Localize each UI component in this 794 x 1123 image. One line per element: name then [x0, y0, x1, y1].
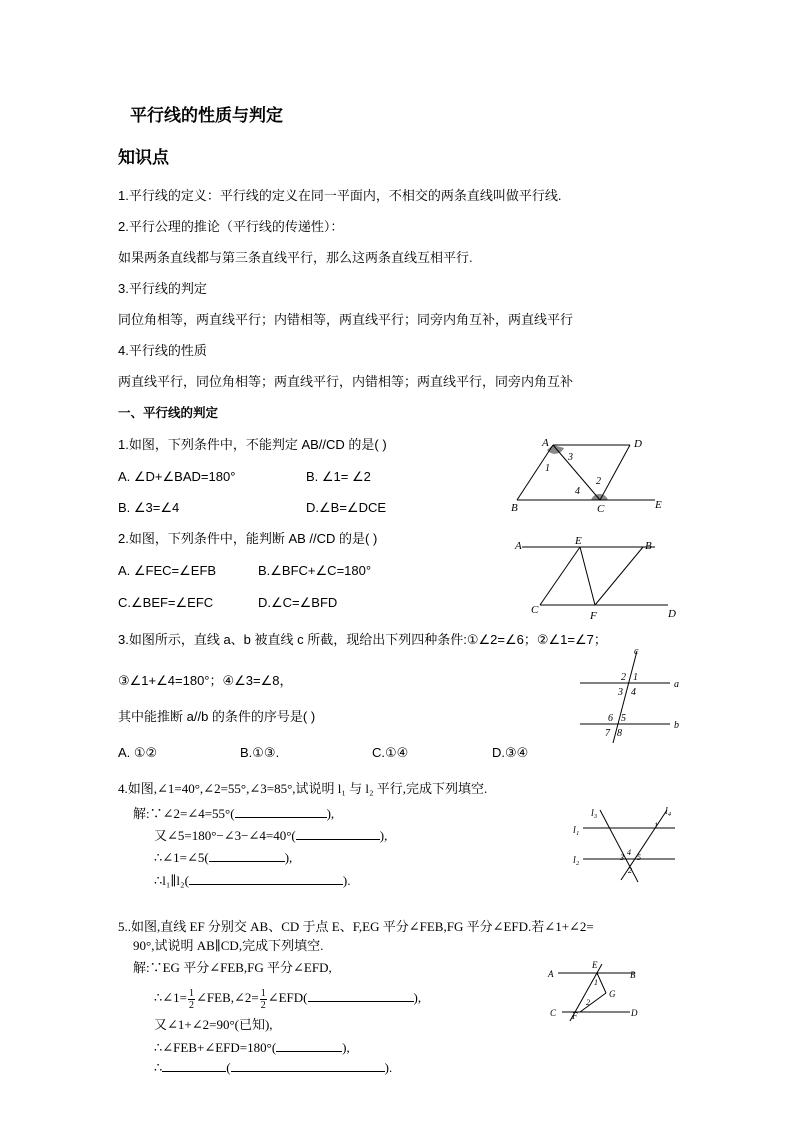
q1-option-a: A. ∠D+∠BAD=180°	[118, 469, 236, 484]
q5-fig-label-c: C	[550, 1008, 557, 1018]
q5-blank-4[interactable]	[231, 1059, 385, 1072]
q5-blank-1[interactable]	[308, 989, 414, 1002]
q1-fig-angle-3: 3	[568, 452, 573, 463]
q4-fig-angle-5: 5	[637, 853, 641, 862]
q1-fig-label-e: E	[655, 499, 662, 511]
q4-blank-2[interactable]	[296, 827, 380, 840]
q2-stem: 2.如图，下列条件中，能判断 AB //CD 的是( )	[118, 531, 378, 546]
q5-fig-label-g: G	[609, 989, 616, 999]
q4-fig-label-l3: l₃	[591, 808, 598, 819]
q4-step-1-end: ),	[326, 806, 335, 821]
q4-fig-angle-1: 1	[654, 821, 658, 830]
q3-fig-angle-2: 2	[621, 672, 626, 683]
page-title: 平行线的性质与判定	[130, 106, 283, 125]
q4-fig-label-l2: l₂	[573, 855, 580, 866]
q1-option-d: D.∠B=∠DCE	[306, 500, 387, 515]
q1-fig-angle-1: 1	[545, 463, 550, 474]
q5-fig-label-a: A	[548, 969, 554, 979]
q2-fig-label-a: A	[515, 540, 522, 552]
q5-step-5-end: ).	[384, 1060, 393, 1075]
knowledge-line-6: 4.平行线的性质	[118, 343, 207, 358]
q3-transversal-figure	[575, 643, 690, 748]
q1-fig-label-d: D	[634, 438, 642, 450]
q1-fig-angle-4: 4	[575, 486, 580, 497]
q1-fig-label-a: A	[542, 437, 549, 449]
knowledge-line-1: 1.平行线的定义：平行线的定义在同一平面内，不相交的两条直线叫做平行线.	[118, 188, 562, 203]
q5-step-2-c: ∠EFD(	[267, 990, 308, 1005]
q5-fig-label-e: E	[592, 960, 598, 970]
q5-step-2-end: ),	[413, 990, 422, 1005]
q4-fig-angle-4: 4	[627, 848, 631, 857]
q2-fig-label-e: E	[575, 535, 582, 547]
q4-step-4	[154, 872, 351, 889]
q5-step-2	[154, 986, 421, 1011]
knowledge-line-7: 两直线平行，同位角相等；两直线平行，内错相等；两直线平行，同旁内角互补	[118, 374, 574, 389]
q4-step-3	[154, 849, 292, 866]
q4-blank-4[interactable]	[189, 872, 343, 885]
q2-fig-label-f: F	[590, 610, 597, 622]
q2-fig-label-d: D	[668, 608, 676, 620]
q1-fig-label-b: B	[511, 502, 518, 514]
q5-step-2-a: ∴∠1=	[154, 990, 187, 1005]
q4-step-2-text: 又∠5=180°−∠3−∠4=40°(	[154, 828, 296, 843]
q3-option-b: B.①③.	[240, 745, 280, 760]
q5-fig-angle-2: 2	[586, 998, 590, 1007]
q5-fig-label-f: F	[572, 1011, 578, 1021]
q4-blank-3[interactable]	[209, 849, 285, 862]
q5-half-fraction-1	[188, 988, 195, 1011]
q5-step-5-mid: (	[226, 1060, 231, 1075]
q3-stem: 3.如图所示，直线 a、b 被直线 c 所截，现给出下列四种条件:①∠2=∠6；②∠1=∠7；	[118, 632, 607, 647]
q4-step-1-text: 解:∵∠2=∠4=55°(	[133, 806, 235, 821]
q5-step-4-end: ),	[342, 1040, 350, 1055]
q4-fig-label-l4: l₄	[665, 806, 672, 817]
q5-fig-label-d: D	[631, 1008, 638, 1018]
knowledge-line-4: 3.平行线的判定	[118, 281, 207, 296]
q1-option-c: B. ∠3=∠4	[118, 500, 180, 515]
q2-option-c: C.∠BEF=∠EFC	[118, 595, 214, 610]
q4-step-3-text: ∴∠1=∠5(	[154, 850, 209, 865]
q2-option-a: A. ∠FEC=∠EFB	[118, 563, 217, 578]
q3-stem-line-3: 其中能推断 a//b 的条件的序号是( )	[118, 709, 316, 724]
q5-half-num-2: 1	[260, 987, 266, 999]
q1-fig-angle-2: 2	[596, 476, 601, 487]
q3-fig-angle-5: 5	[621, 713, 626, 724]
q4-step-4-end: ).	[342, 873, 351, 888]
q2-option-b: B.∠BFC+∠C=180°	[258, 563, 372, 578]
q1-fig-label-c: C	[597, 503, 605, 515]
q3-fig-angle-7: 7	[605, 728, 610, 739]
q5-step-5	[154, 1059, 392, 1076]
q5-fig-angle-1: 1	[594, 978, 598, 987]
q2-option-d: D.∠C=∠BFD	[258, 595, 338, 610]
q3-stem-line-2: ③∠1+∠4=180°；④∠3=∠8，	[118, 673, 293, 688]
q2-fig-label-c: C	[531, 604, 539, 616]
q4-step-4-text: ∴l₁∥l₂(	[154, 873, 189, 888]
q5-fig-label-b: B	[630, 970, 636, 980]
q5-half-num-1: 1	[189, 987, 194, 999]
q5-step-4-text: ∴∠FEB+∠EFD=180°(	[154, 1040, 277, 1055]
q4-fig-label-l1: l₁	[573, 825, 580, 836]
q4-blank-1[interactable]	[235, 805, 327, 818]
q2-trapezoid-figure	[510, 535, 685, 620]
knowledge-heading: 知识点	[118, 148, 169, 167]
q5-half-den-2: 2	[260, 999, 266, 1011]
q4-lines-figure	[565, 800, 685, 885]
q3-fig-label-b: b	[674, 720, 679, 731]
q5-bisector-figure	[540, 955, 650, 1025]
q4-step-3-end: ),	[284, 850, 293, 865]
q1-option-b: B. ∠1= ∠2	[306, 469, 371, 484]
q3-fig-label-c: c	[634, 646, 639, 657]
q4-step-1	[133, 805, 334, 822]
q5-half-fraction-2	[260, 988, 267, 1011]
q3-fig-label-a: a	[674, 679, 679, 690]
q5-step-1: 解:∵EG 平分∠FEB,FG 平分∠EFD,	[133, 960, 332, 975]
knowledge-line-5: 同位角相等，两直线平行；内错相等，两直线平行；同旁内角互补，两直线平行	[118, 312, 574, 327]
q3-option-c: C.①④	[372, 745, 409, 760]
q4-step-2	[154, 827, 387, 844]
q1-stem: 1.如图，下列条件中，不能判定 AB//CD 的是( )	[118, 437, 387, 452]
q5-half-den-1: 2	[189, 999, 194, 1011]
q5-step-4	[154, 1039, 350, 1056]
section-heading: 一、平行线的判定	[118, 406, 219, 420]
knowledge-line-3: 如果两条直线都与第三条直线平行，那么这两条直线互相平行.	[118, 250, 473, 265]
q4-step-2-end: ),	[379, 828, 388, 843]
q5-step-3: 又∠1+∠2=90°(已知),	[154, 1017, 273, 1032]
q3-fig-angle-1: 1	[633, 672, 638, 683]
q5-blank-3[interactable]	[162, 1059, 226, 1072]
q3-fig-angle-4: 4	[631, 687, 636, 698]
q4-fig-angle-3: 3	[620, 853, 624, 862]
q5-stem-line-2: 90°,试说明 AB∥CD,完成下列填空.	[133, 938, 324, 953]
q4-stem: 4.如图,∠1=40°,∠2=55°,∠3=85°,试说明 l₁ 与 l₂ 平行,完成下列填空.	[118, 781, 488, 796]
q5-blank-2[interactable]	[276, 1039, 342, 1052]
q5-step-2-b: ∠FEB,∠2=	[196, 990, 259, 1005]
q3-fig-angle-6: 6	[608, 713, 613, 724]
q3-fig-angle-3: 3	[618, 687, 623, 698]
q2-fig-label-b: B	[645, 540, 652, 552]
q3-option-a: A. ①②	[118, 745, 158, 760]
q4-fig-angle-2: 2	[628, 866, 632, 875]
q1-parallelogram-figure	[505, 433, 680, 518]
q5-step-5-text: ∴	[154, 1060, 163, 1075]
knowledge-line-2: 2.平行公理的推论（平行线的传递性）：	[118, 219, 344, 234]
q3-fig-angle-8: 8	[617, 728, 622, 739]
q3-option-d: D.③④	[492, 745, 529, 760]
q5-stem: 5..如图,直线 EF 分别交 AB、CD 于点 E、F,EG 平分∠FEB,FG 平分∠EFD.若∠1+∠2=	[118, 919, 594, 934]
